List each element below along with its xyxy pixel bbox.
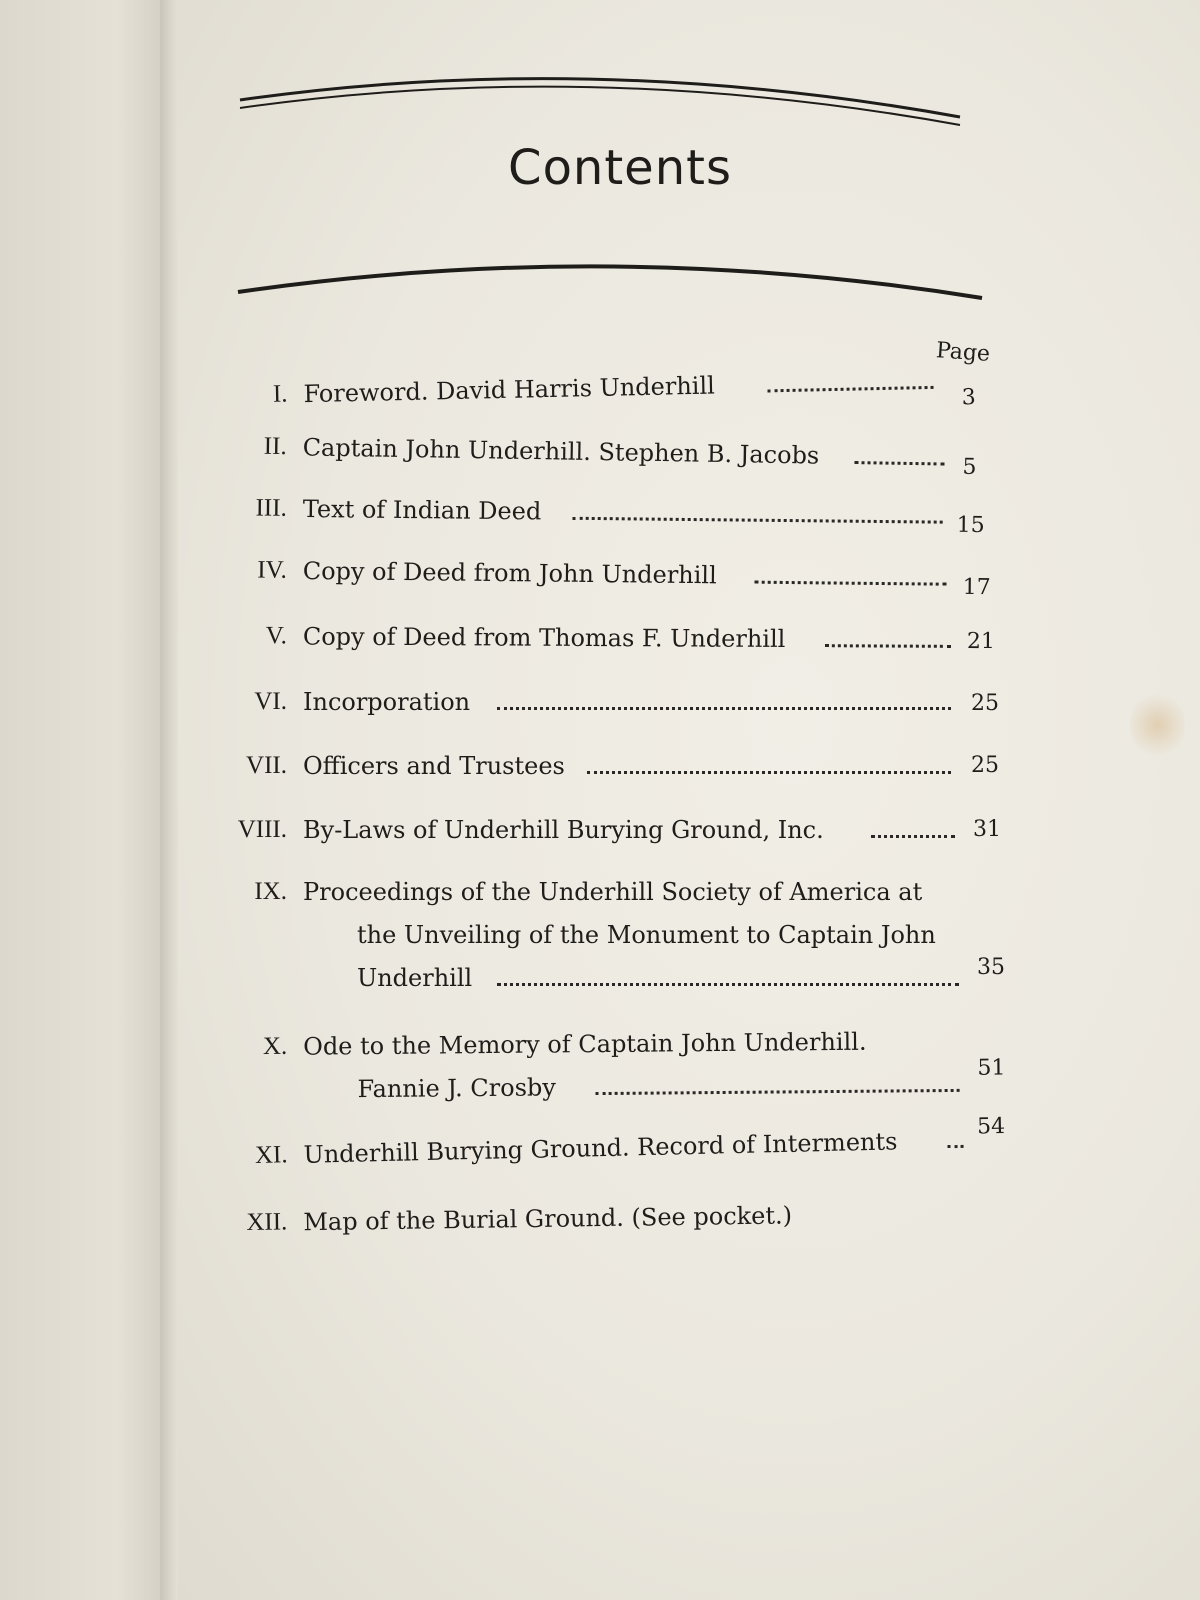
page-column-header: Page [935,338,991,367]
chapter-number: IX. [254,878,287,905]
chapter-number: IV. [257,556,287,584]
chapter-number: XI. [254,1141,288,1169]
chapter-title-continued: Underhill [357,964,473,992]
page-number: 54 [976,1113,1006,1140]
dot-leader [755,581,947,586]
page-number: 15 [956,512,985,539]
chapter-title: Incorporation [303,688,471,716]
page-number: 51 [977,1055,1006,1081]
chapter-number: VII. [246,752,287,779]
chapter-title: Map of the Burial Ground. (See pocket.) [303,1201,793,1237]
chapter-title: Proceedings of the Underhill Society of America at [303,878,923,906]
toc-entry [195,424,995,480]
chapter-title-continued: the Unveiling of the Monument to Captain John [357,921,936,949]
dot-leader [768,386,934,392]
toc-entry [195,1190,1015,1237]
chapter-title: Underhill Burying Ground. Record of Interments [303,1127,898,1169]
page-number: 21 [966,628,995,655]
chapter-number: I. [272,380,288,408]
chapter-number: VIII. [237,816,287,843]
dot-leader [596,1089,960,1095]
chapter-number: X. [262,1032,288,1060]
page-number: 17 [962,574,991,601]
toc-entry [195,1113,1015,1169]
dot-leader [948,1145,964,1148]
chapter-title: Text of Indian Deed [302,494,542,526]
chapter-number: XII. [246,1208,288,1237]
toc-entry [195,614,995,655]
page-number: 25 [971,753,999,778]
page-number: 35 [977,955,1005,980]
chapter-title: Foreword. David Harris Underhill [303,371,716,409]
dot-leader [825,644,951,648]
page-number: 5 [962,454,977,480]
dot-leader [871,835,955,838]
toc-entry [195,358,995,411]
toc-entry [195,486,995,539]
chapter-title: Officers and Trustees [303,752,565,780]
toc-entry [195,1018,1015,1104]
chapter-title-continued: Fannie J. Crosby [357,1073,556,1104]
dot-leader [854,461,944,465]
chapter-number: VI. [254,688,287,715]
chapter-title: Ode to the Memory of Captain John Underhill. [303,1027,867,1061]
page-number: 31 [973,817,1001,842]
page-number: 3 [961,385,977,411]
dot-leader [587,771,951,774]
toc-entry [195,548,995,601]
chapter-number: V. [265,622,287,650]
dot-leader [497,707,951,710]
page-number: 25 [971,691,999,716]
chapter-title: Copy of Deed from John Underhill [302,556,717,590]
dot-leader [497,983,959,986]
chapter-title: By-Laws of Underhill Burying Ground, Inc. [303,816,824,844]
chapter-number: II. [263,432,287,461]
chapter-title: Captain John Underhill. Stephen B. Jacobs [302,433,820,470]
page-title: Contents [508,140,732,196]
chapter-title: Copy of Deed from Thomas F. Underhill [302,622,786,653]
dot-leader [573,517,943,524]
chapter-number: III. [255,494,287,522]
